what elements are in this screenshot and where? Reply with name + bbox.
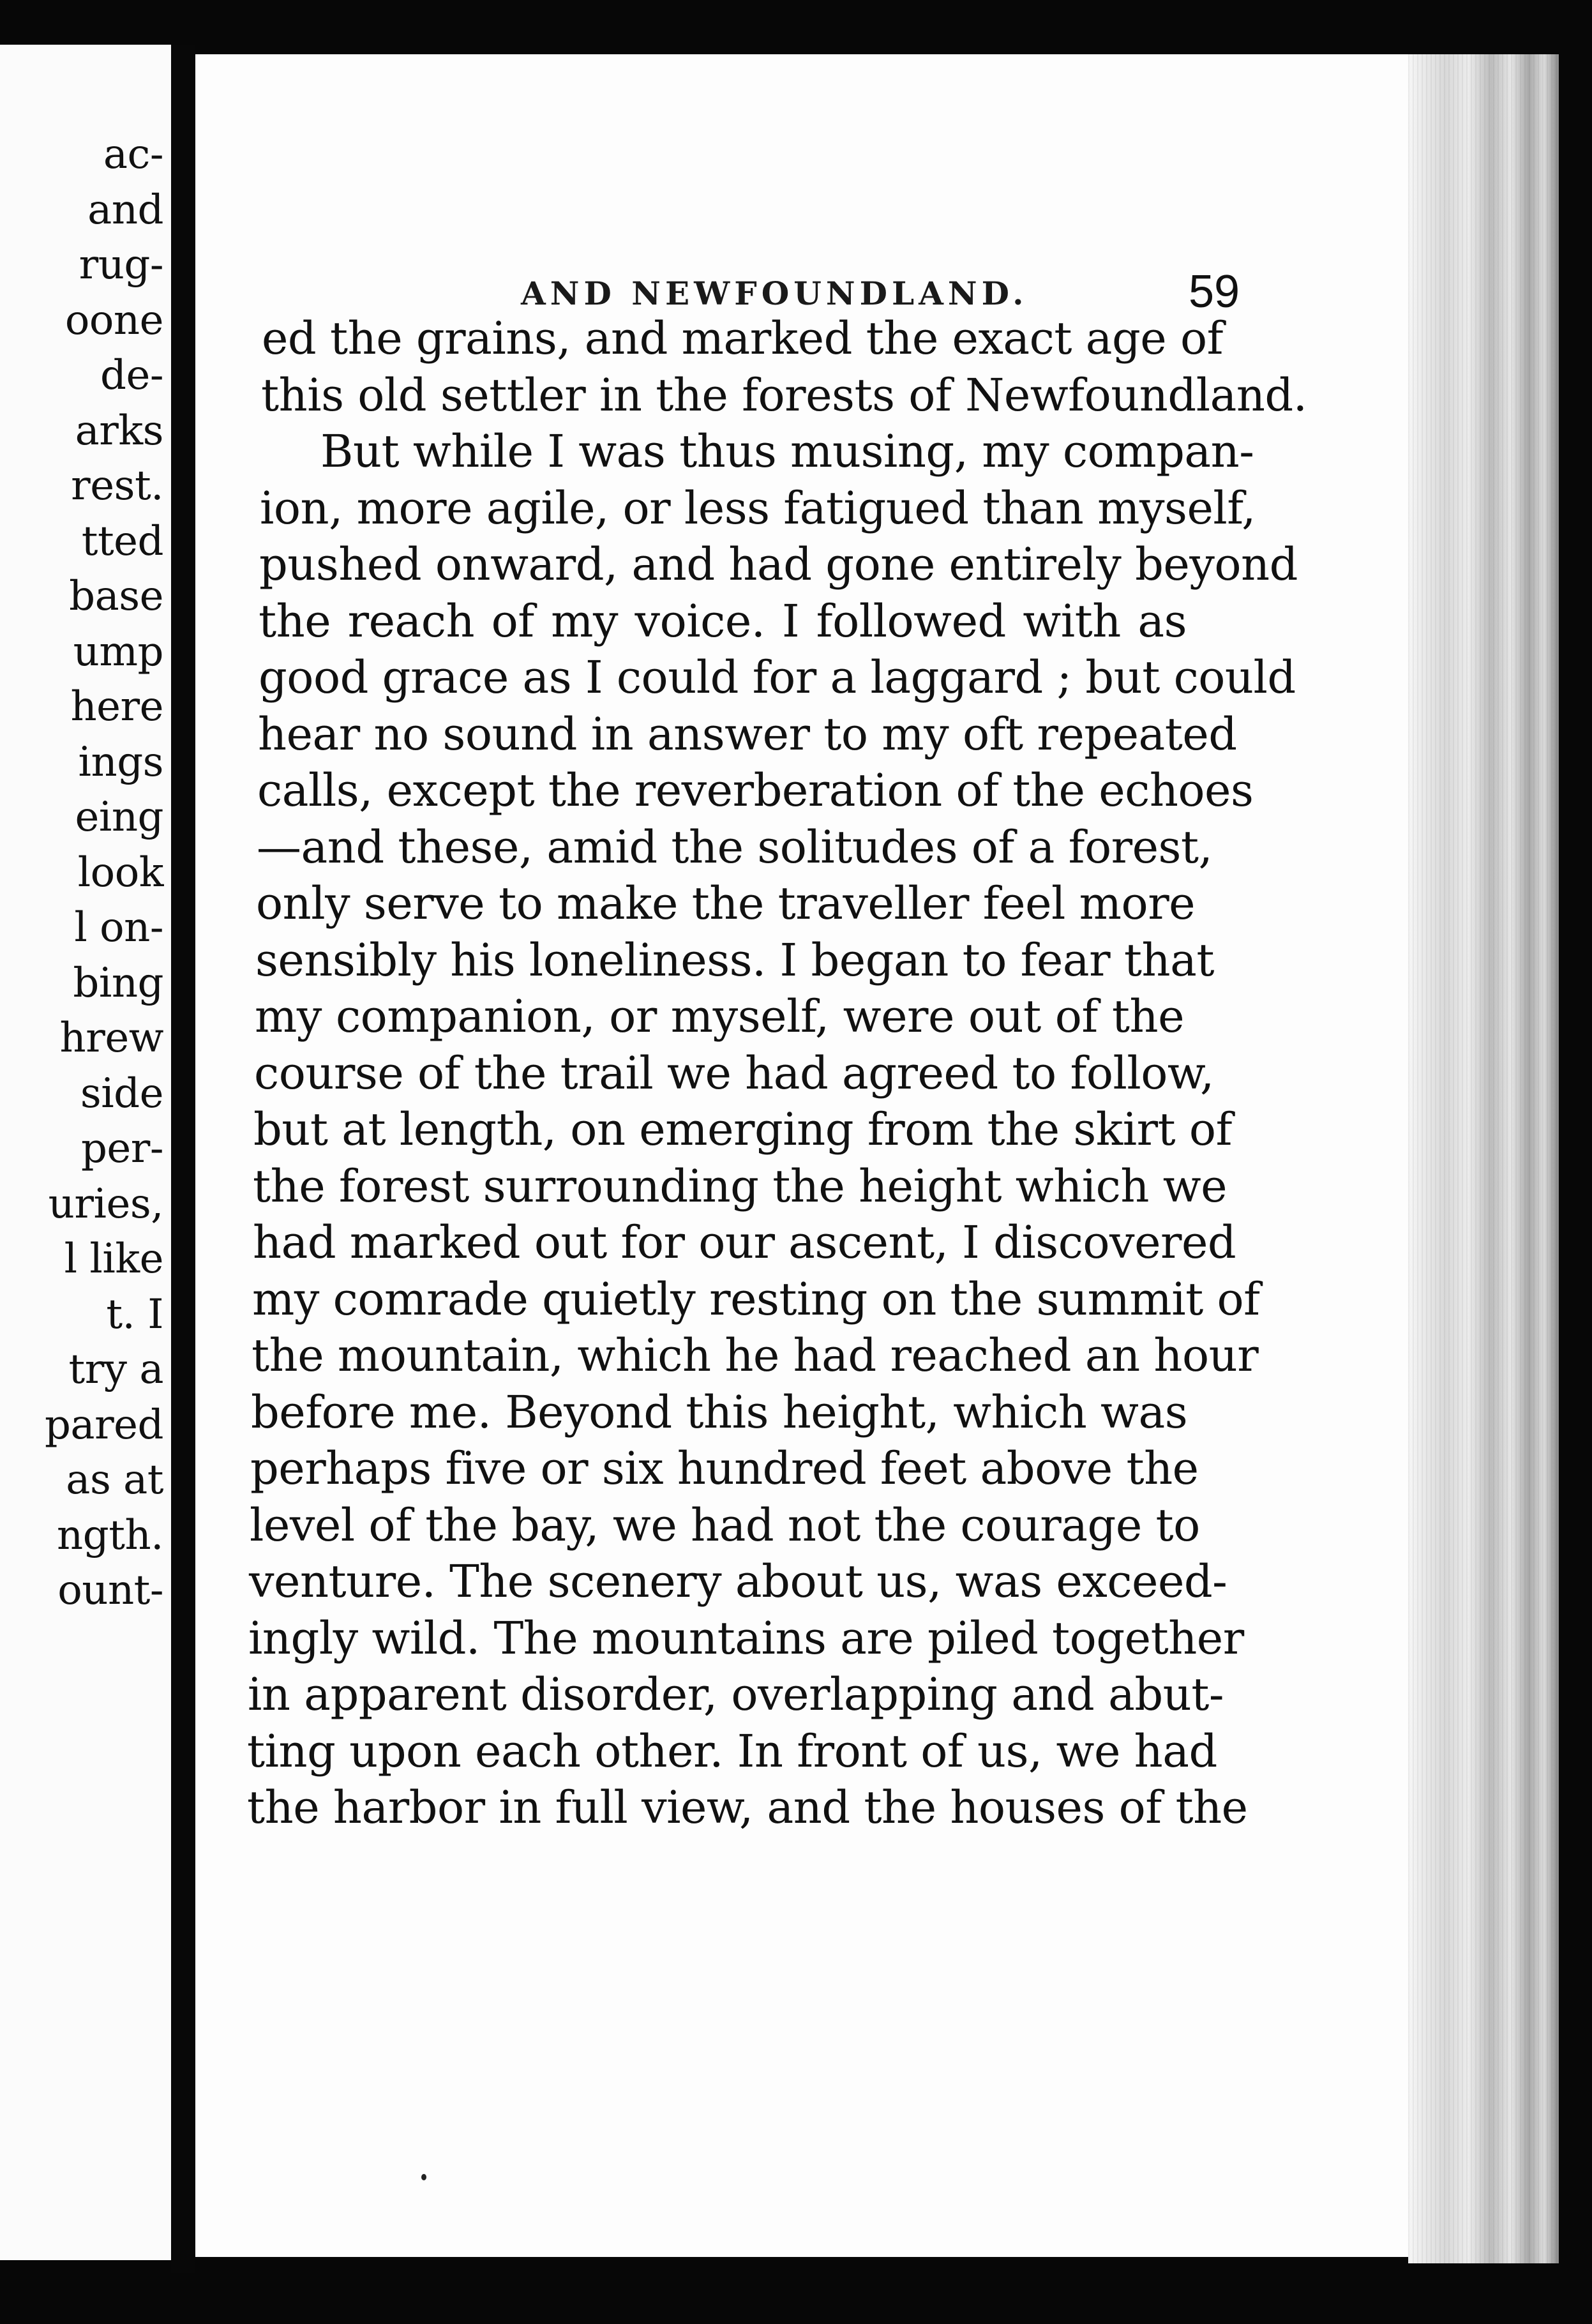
book-gutter [171,45,195,2273]
body-line: calls, except the reverberation of the echoes [257,764,1254,817]
body-line: hear no sound in answer to my oft repeated [258,707,1237,760]
left-page-line: tted [81,517,163,565]
left-page-line: ings [78,738,163,786]
body-line: in apparent disorder, overlapping and abut- [248,1668,1224,1721]
left-page-line: eing [75,794,163,841]
left-page-line: ngth. [57,1511,163,1559]
left-page-line: ount- [57,1567,163,1614]
left-page-line: try a [68,1346,163,1393]
body-line: But while I was thus musing, my compan- [320,425,1254,478]
body-line: course of the trail we had agreed to follow, [254,1046,1214,1099]
body-line: before me. Beyond this height, which was [251,1385,1188,1438]
left-page-line: rug- [79,241,163,289]
book-page [195,54,1408,2257]
left-page-line: de- [100,352,163,399]
left-page-line: here [70,683,163,730]
left-page-line: ac- [103,131,163,178]
body-line: the forest surrounding the height which we [253,1159,1228,1212]
body-text [195,54,1408,2257]
page-edges [1408,54,1559,2263]
left-page-line: ump [73,628,163,675]
body-line: good grace as I could for a laggard ; but could [259,651,1296,704]
left-page-line: base [69,573,163,620]
body-line: the harbor in full view, and the houses of the [247,1781,1248,1834]
body-line: —and these, amid the solitudes of a forest, [257,820,1213,873]
body-line: only serve to make the traveller feel more [256,877,1196,930]
body-line: venture. The scenery about us, was exceed- [249,1555,1228,1608]
left-page-line: side [80,1069,163,1117]
page-number: 59 [1189,266,1240,317]
body-line: my comrade quietly resting on the summit of [252,1272,1260,1325]
left-page-line: oone [64,296,163,344]
left-page-line: and [87,186,163,234]
body-line: but at length, on emerging from the skirt of [253,1103,1232,1156]
left-page-line: bing [73,959,163,1007]
body-line: the mountain, which he had reached an hour [252,1329,1259,1382]
left-page-line: as at [66,1456,163,1504]
body-line: ting upon each other. In front of us, we had [247,1724,1217,1777]
body-line: level of the bay, we had not the courage to [250,1498,1200,1551]
body-line: my companion, or myself, were out of the [255,990,1184,1043]
body-line: ingly wild. The mountains are piled together [248,1611,1244,1664]
left-page-line: l on- [74,904,163,951]
body-line: perhaps five or six hundred feet above the [250,1442,1199,1495]
body-line: had marked out for our ascent, I discovered [253,1216,1236,1269]
left-page-line: hrew [59,1015,163,1062]
left-page-line: t. I [106,1290,163,1338]
ink-speck [421,2174,426,2180]
left-page-line: rest. [71,462,163,509]
left-page-line: look [77,849,163,896]
facing-page-left [0,45,171,2260]
left-page-line: per- [80,1125,163,1172]
running-head: AND NEWFOUNDLAND. [521,275,1028,312]
left-page-line: pared [44,1401,163,1449]
body-line: ion, more agile, or less fatigued than myself, [260,481,1256,534]
left-page-line: l like [64,1235,163,1283]
body-line: ed the grains, and marked the exact age of [262,312,1224,365]
body-line: sensibly his loneliness. I began to fear that [255,933,1214,986]
left-page-line: uries, [48,1180,163,1228]
body-line: the reach of my voice. I followed with as [259,594,1187,647]
body-line: this old settler in the forests of Newfoundland. [261,368,1307,421]
left-page-line: arks [75,407,163,455]
body-line: pushed onward, and had gone entirely beyond [259,538,1298,591]
